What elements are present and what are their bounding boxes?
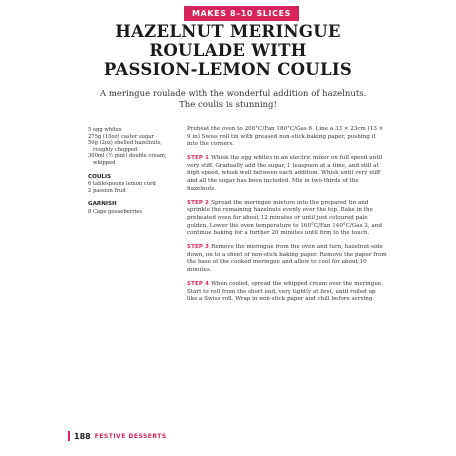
- ingredient-item: 275g (10oz) caster sugar: [88, 133, 154, 140]
- recipe-title: [96, 22, 360, 79]
- method-column: [187, 126, 387, 310]
- coulis-ingredients-list: [88, 181, 180, 194]
- step-label: STEP 1: [187, 155, 212, 162]
- ingredient-item: 8 Cape gooseberries: [88, 208, 143, 215]
- step-label: STEP 2: [187, 199, 212, 206]
- recipe-intro: [100, 89, 367, 111]
- intro-line: A meringue roulade with the wonderful addition of hazelnuts.: [100, 89, 367, 99]
- garnish-heading: GARNISH: [88, 201, 117, 208]
- step-text: When cooled, spread the whipped cream over the meringue. Start to roll from the short end, very tightly at first, until rolled up like a Swiss roll. Wrap in non-stick paper and chill before serving.: [187, 281, 384, 303]
- garnish-ingredients-list: [88, 209, 180, 216]
- ingredient-item: 300ml (½ pint) double cream, whipped: [88, 153, 167, 166]
- step-label: STEP 3: [187, 244, 212, 251]
- ingredient-item: 2 passion fruit: [88, 187, 126, 194]
- ingredients-column: [88, 127, 180, 216]
- footer-accent-bar: [68, 431, 70, 441]
- step-text: Remove the meringue from the oven and turn, hazelnut-side down, on to a sheet of non-stick baking paper. Remove the paper from the base of the cooked meringue and allow to cool for about 10 minutes.: [187, 244, 387, 273]
- page-number: 188: [74, 431, 91, 441]
- main-ingredients-list: [88, 127, 180, 167]
- servings-tag: MAKES 8–10 SLICES: [184, 6, 299, 21]
- title-line: PASSION-LEMON COULIS: [103, 60, 353, 79]
- title-line: ROULADE WITH: [149, 41, 307, 60]
- method-step: [187, 281, 387, 304]
- ingredient-item: 6 tablespoons lemon curd: [88, 181, 156, 188]
- intro-line: The coulis is stunning!: [179, 100, 277, 110]
- method-step: [187, 244, 387, 274]
- step-text: Spread the meringue mixture into the prepared tin and sprinkle the remaining hazelnuts evenly over the top. Bake in the preheated oven for about 12 minutes or until just coloured pale golden. Lower the oven temperature to 160°C/Fan 140°C/Gas 3, and continue baking for a further 20 minutes until firm to the touch.: [187, 199, 382, 237]
- method-step: [187, 200, 387, 238]
- method-step: [187, 155, 387, 193]
- step-label: STEP 4: [187, 281, 212, 288]
- preheat-paragraph: Preheat the oven to 200°C/Fan 180°C/Gas 6. Line a 33 × 23cm (13 × 9 in) Swiss roll tin with greased non-stick baking paper, pushing it into the corners.: [187, 126, 384, 148]
- step-text: Whisk the egg whites in an electric mixer on full speed until very stiff. Gradually add the sugar, 1 teaspoon at a time, and still at high speed, whisk well between each addition. Whisk until very stiff and all the sugar has been included. Mix in two-thirds of the hazelnuts.: [187, 155, 383, 192]
- ingredient-item: 5 egg whites: [88, 127, 122, 133]
- section-name: FESTIVE DESSERTS: [94, 432, 167, 440]
- ingredient-item: 50g (2oz) shelled hazelnuts, roughly chopped: [88, 140, 162, 153]
- coulis-heading: COULIS: [88, 173, 112, 180]
- title-line: HAZELNUT MERINGUE: [115, 22, 341, 41]
- page-footer: [68, 430, 167, 442]
